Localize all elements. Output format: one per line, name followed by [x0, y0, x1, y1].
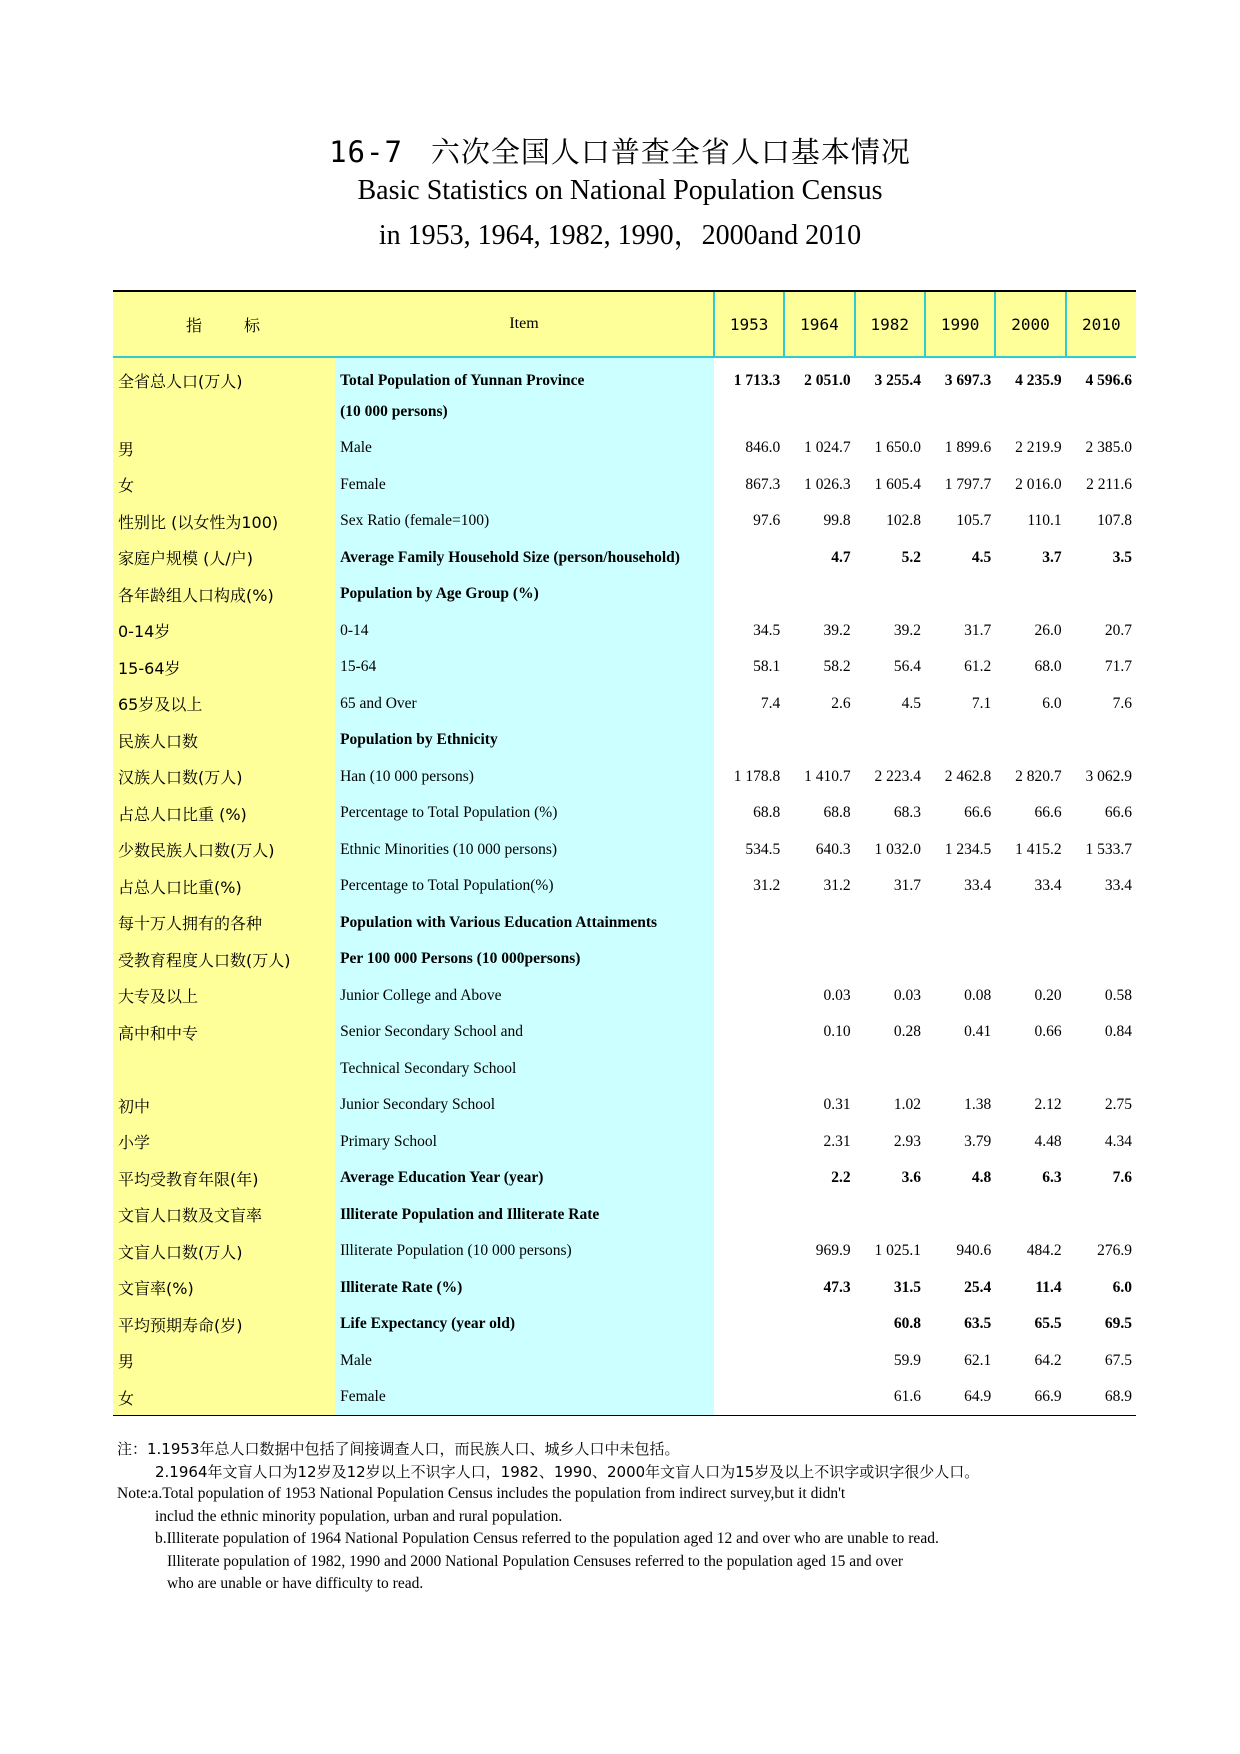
row-label-cn: 占总人口比重 (%) — [113, 795, 335, 832]
cell-value: 0.41 — [964, 1023, 992, 1041]
cell-value: 20.7 — [1104, 621, 1132, 639]
cell-value: 60.8 — [893, 1315, 921, 1333]
header-indicator-cn: 指 标 — [113, 291, 335, 357]
cell-value — [855, 941, 925, 978]
cell-value: 99.8 — [823, 512, 851, 530]
cell-value — [784, 905, 854, 942]
row-label-cn: 每十万人拥有的各种 — [113, 905, 335, 942]
cell-value — [1066, 722, 1136, 759]
header-year: 1982 — [855, 291, 925, 357]
cell-value — [1066, 1051, 1136, 1088]
cell-value: 1 410.7 — [804, 767, 851, 785]
table-row — [113, 576, 1136, 613]
cell-value — [995, 1197, 1065, 1234]
cell-value: 11.4 — [1035, 1278, 1062, 1296]
cell-value: 31.5 — [893, 1278, 921, 1296]
cell-value: 39.2 — [823, 621, 851, 639]
cell-value — [1066, 394, 1136, 431]
row-label-en: Junior College and Above — [335, 978, 714, 1015]
table-row — [113, 832, 1136, 869]
row-label-en: Female — [335, 467, 714, 504]
table-row — [113, 1343, 1136, 1380]
cell-value: 969.9 — [815, 1242, 851, 1260]
row-label-en: 65 and Over — [335, 686, 714, 723]
cell-value — [714, 1233, 784, 1270]
cell-value: 1 024.7 — [804, 439, 851, 457]
table-row — [113, 759, 1136, 796]
cell-value: 66.9 — [995, 1379, 1065, 1416]
row-label-en: Female — [335, 1379, 714, 1416]
row-label-cn: 男 — [113, 430, 335, 467]
cell-value: 867.3 — [745, 475, 781, 493]
cell-value: 31.2 — [753, 877, 781, 895]
table-row — [113, 357, 1136, 394]
table-row — [113, 394, 1136, 431]
cell-value — [714, 1087, 784, 1124]
cell-value: 0.08 — [964, 986, 992, 1004]
cell-value: 105.7 — [956, 512, 992, 530]
table-row — [113, 503, 1136, 540]
cell-value: 25.4 — [964, 1278, 992, 1296]
cell-value: 0.58 — [1104, 986, 1132, 1004]
cell-value: 4.7 — [831, 548, 851, 566]
table-row — [113, 941, 1136, 978]
cell-value — [784, 1379, 854, 1416]
cell-value — [714, 1270, 784, 1307]
row-label-cn: 性别比 (以女性为100) — [113, 503, 335, 540]
row-label-en: Percentage to Total Population(%) — [335, 868, 714, 905]
cell-value: 33.4 — [964, 877, 992, 895]
cell-value: 5.2 — [901, 548, 921, 566]
cell-value: 0.28 — [893, 1023, 921, 1041]
cell-value: 7.1 — [971, 694, 992, 712]
row-label-cn: 汉族人口数(万人) — [113, 759, 335, 796]
row-label-cn: 15-64岁 — [113, 649, 335, 686]
row-label-en: Total Population of Yunnan Province — [335, 357, 714, 394]
cell-value — [1066, 941, 1136, 978]
row-label-en: 0-14 — [335, 613, 714, 650]
cell-value: 3.79 — [964, 1132, 992, 1150]
note-cn-1: 注：1.1953年总人口数据中包括了间接调查人口，而民族人口、城乡人口中未包括。 — [117, 1440, 680, 1458]
cell-value — [714, 1379, 784, 1416]
page-title-cn — [0, 130, 1240, 171]
note-en-5: who are unable or have difficulty to read. — [167, 1575, 424, 1592]
cell-value: 63.5 — [964, 1315, 992, 1333]
row-label-cn: 受教育程度人口数(万人) — [113, 941, 335, 978]
cell-value: 3.7 — [1042, 548, 1062, 566]
row-label-cn: 高中和中专 — [113, 1014, 335, 1051]
cell-value: 107.8 — [1097, 512, 1132, 530]
cell-value — [784, 1306, 854, 1343]
row-label-en: Life Expectancy (year old) — [335, 1306, 714, 1343]
row-label-en: Senior Secondary School and — [335, 1014, 714, 1051]
cell-value: 1 178.8 — [733, 767, 781, 785]
row-label-en: Junior Secondary School — [335, 1087, 714, 1124]
cell-value: 2 462.8 — [944, 767, 992, 785]
row-label-en: Population by Age Group (%) — [335, 576, 714, 613]
table-row — [113, 613, 1136, 650]
row-label-en: Technical Secondary School — [335, 1051, 714, 1088]
cell-value: 2 820.7 — [1015, 767, 1062, 785]
row-label-en: (10 000 persons) — [335, 394, 714, 431]
cell-value: 61.6 — [855, 1379, 925, 1416]
cell-value: 4 596.6 — [1085, 371, 1132, 389]
cell-value: 64.2 — [1034, 1351, 1062, 1369]
table-header-row — [113, 291, 1136, 357]
cell-value — [855, 576, 925, 613]
table-row — [113, 1051, 1136, 1088]
row-label-en: Illiterate Population and Illiterate Rate — [335, 1197, 714, 1234]
row-label-en: Per 100 000 Persons (10 000persons) — [335, 941, 714, 978]
table-row — [113, 1124, 1136, 1161]
row-label-cn — [113, 394, 335, 431]
footnotes — [117, 1438, 1117, 1596]
header-year: 1964 — [784, 291, 854, 357]
cell-value: 2 211.6 — [1086, 475, 1132, 493]
table-row — [113, 540, 1136, 577]
cell-value — [855, 1051, 925, 1088]
cell-value: 6.0 — [1042, 694, 1062, 712]
row-label-cn: 女 — [113, 467, 335, 504]
cell-value: 1 650.0 — [874, 439, 921, 457]
cell-value: 59.9 — [893, 1351, 921, 1369]
row-label-cn: 少数民族人口数(万人) — [113, 832, 335, 869]
row-label-cn: 大专及以上 — [113, 978, 335, 1015]
cell-value: 1 234.5 — [944, 840, 992, 858]
cell-value — [995, 576, 1065, 613]
cell-value: 2.93 — [893, 1132, 921, 1150]
note-en-4: Illiterate population of 1982, 1990 and 2000 National Population Censuses referred to the population aged 15 and over — [167, 1552, 904, 1570]
cell-value: 110.1 — [1027, 512, 1062, 530]
table-number: 16-7 — [329, 135, 403, 169]
row-label-cn — [113, 1051, 335, 1088]
cell-value — [995, 1051, 1065, 1088]
cell-value — [995, 905, 1065, 942]
cell-value — [714, 394, 784, 431]
cell-value: 7.6 — [1112, 1169, 1132, 1187]
row-label-en: Han (10 000 persons) — [335, 759, 714, 796]
cell-value: 66.6 — [964, 804, 992, 822]
table-row — [113, 795, 1136, 832]
cell-value — [714, 905, 784, 942]
cell-value: 2.2 — [831, 1169, 851, 1187]
cell-value: 67.5 — [1104, 1351, 1132, 1369]
cell-value — [784, 394, 854, 431]
cell-value: 33.4 — [1034, 877, 1062, 895]
page-title-en-line2: in 1953, 1964, 1982, 1990，2000and 2010 — [378, 220, 862, 251]
cell-value: 1.02 — [893, 1096, 921, 1114]
cell-value: 34.5 — [753, 621, 781, 639]
cell-value: 1 026.3 — [804, 475, 851, 493]
cell-value — [925, 394, 995, 431]
table-row — [113, 1160, 1136, 1197]
row-label-cn: 文盲率(%) — [113, 1270, 335, 1307]
row-label-en: Average Education Year (year) — [335, 1160, 714, 1197]
cell-value: 68.3 — [893, 804, 921, 822]
cell-value: 0.84 — [1104, 1023, 1132, 1041]
cell-value — [714, 1343, 784, 1380]
page-title-en-line1: Basic Statistics on National Population Census — [357, 175, 883, 206]
row-label-en: Ethnic Minorities (10 000 persons) — [335, 832, 714, 869]
row-label-cn: 民族人口数 — [113, 722, 335, 759]
cell-value: 6.3 — [1042, 1169, 1062, 1187]
table-row — [113, 722, 1136, 759]
cell-value: 2 051.0 — [804, 371, 851, 389]
title-cn-text: 六次全国人口普查全省人口基本情况 — [430, 135, 911, 169]
cell-value — [784, 1343, 854, 1380]
note-en-2: includ the ethnic minority population, urban and rural population. — [155, 1507, 563, 1525]
cell-value — [1066, 576, 1136, 613]
row-label-en: Male — [335, 1343, 714, 1380]
cell-value: 2 219.9 — [1015, 439, 1062, 457]
cell-value — [925, 905, 995, 942]
cell-value: 846.0 — [745, 439, 781, 457]
cell-value — [784, 941, 854, 978]
cell-value: 4 235.9 — [1015, 371, 1062, 389]
cell-value: 0.31 — [823, 1096, 851, 1114]
row-label-cn: 女 — [113, 1379, 335, 1416]
cell-value: 3 062.9 — [1085, 767, 1132, 785]
cell-value: 56.4 — [893, 658, 921, 676]
row-label-cn: 平均预期寿命(岁) — [113, 1306, 335, 1343]
cell-value: 1.38 — [964, 1096, 992, 1114]
note-cn-2: 2.1964年文盲人口为12岁及12岁以上不识字人口，1982、1990、2000年文盲人口为15岁及以上不识字或识字很少人口。 — [155, 1462, 980, 1481]
row-label-cn: 全省总人口(万人) — [113, 357, 335, 394]
cell-value: 4.5 — [901, 694, 921, 712]
cell-value: 69.5 — [1104, 1315, 1132, 1333]
cell-value: 58.2 — [823, 658, 851, 676]
table-row — [113, 1233, 1136, 1270]
table-row — [113, 430, 1136, 467]
cell-value — [714, 576, 784, 613]
cell-value: 47.3 — [823, 1278, 851, 1296]
cell-value: 58.1 — [753, 658, 781, 676]
cell-value: 97.6 — [753, 512, 781, 530]
cell-value: 1 797.7 — [944, 475, 992, 493]
cell-value: 1 533.7 — [1085, 840, 1132, 858]
row-label-cn: 男 — [113, 1343, 335, 1380]
cell-value: 0.10 — [823, 1023, 851, 1041]
cell-value: 4.48 — [1034, 1132, 1062, 1150]
header-year: 1990 — [925, 291, 995, 357]
cell-value: 68.9 — [1066, 1379, 1136, 1416]
table-row — [113, 905, 1136, 942]
cell-value: 1 899.6 — [944, 439, 992, 457]
cell-value — [784, 722, 854, 759]
cell-value: 71.7 — [1104, 658, 1132, 676]
cell-value: 3 255.4 — [874, 371, 921, 389]
cell-value — [925, 722, 995, 759]
cell-value — [714, 540, 784, 577]
cell-value: 1 713.3 — [733, 371, 781, 389]
row-label-cn: 家庭户规模 (人/户) — [113, 540, 335, 577]
header-year: 1953 — [714, 291, 784, 357]
table-row — [113, 467, 1136, 504]
cell-value: 68.8 — [753, 804, 781, 822]
cell-value: 31.7 — [893, 877, 921, 895]
cell-value: 2.31 — [823, 1132, 851, 1150]
cell-value: 68.0 — [1034, 658, 1062, 676]
table-row — [113, 1014, 1136, 1051]
cell-value: 940.6 — [956, 1242, 992, 1260]
cell-value: 640.3 — [815, 840, 851, 858]
cell-value: 39.2 — [893, 621, 921, 639]
cell-value — [1066, 905, 1136, 942]
row-label-cn: 占总人口比重(%) — [113, 868, 335, 905]
cell-value: 102.8 — [886, 512, 921, 530]
cell-value: 276.9 — [1097, 1242, 1132, 1260]
row-label-cn: 初中 — [113, 1087, 335, 1124]
header-year: 2010 — [1066, 291, 1136, 357]
table-row — [113, 1306, 1136, 1343]
cell-value: 66.6 — [1034, 804, 1062, 822]
cell-value: 0.66 — [1034, 1023, 1062, 1041]
row-label-cn: 0-14岁 — [113, 613, 335, 650]
table-row — [113, 1270, 1136, 1307]
cell-value — [995, 941, 1065, 978]
cell-value: 1 025.1 — [874, 1242, 921, 1260]
row-label-cn: 小学 — [113, 1124, 335, 1161]
cell-value — [855, 394, 925, 431]
row-label-en: Primary School — [335, 1124, 714, 1161]
cell-value: 1 032.0 — [874, 840, 921, 858]
cell-value — [1066, 1197, 1136, 1234]
cell-value — [925, 576, 995, 613]
cell-value: 66.6 — [1104, 804, 1132, 822]
cell-value: 4.34 — [1104, 1132, 1132, 1150]
cell-value — [784, 1051, 854, 1088]
cell-value: 26.0 — [1034, 621, 1062, 639]
cell-value — [714, 1124, 784, 1161]
cell-value: 61.2 — [964, 658, 992, 676]
cell-value: 4.5 — [971, 548, 992, 566]
table-row — [113, 1087, 1136, 1124]
cell-value — [855, 905, 925, 942]
row-label-cn: 文盲人口数(万人) — [113, 1233, 335, 1270]
cell-value: 484.2 — [1026, 1242, 1062, 1260]
row-label-cn: 文盲人口数及文盲率 — [113, 1197, 335, 1234]
cell-value — [714, 1306, 784, 1343]
table-row — [113, 978, 1136, 1015]
cell-value: 62.1 — [964, 1351, 992, 1369]
table-row — [113, 1379, 1136, 1416]
row-label-en: Percentage to Total Population (%) — [335, 795, 714, 832]
cell-value: 0.20 — [1034, 986, 1062, 1004]
cell-value — [714, 1014, 784, 1051]
row-label-en: Average Family Household Size (person/household) — [335, 540, 714, 577]
row-label-en: Sex Ratio (female=100) — [335, 503, 714, 540]
cell-value: 6.0 — [1112, 1278, 1132, 1296]
row-label-en: Population with Various Education Attainments — [335, 905, 714, 942]
cell-value: 31.2 — [823, 877, 851, 895]
cell-value: 7.6 — [1112, 694, 1132, 712]
row-label-en: Population by Ethnicity — [335, 722, 714, 759]
cell-value: 2.12 — [1034, 1096, 1062, 1114]
row-label-cn: 平均受教育年限(年) — [113, 1160, 335, 1197]
cell-value: 2 385.0 — [1085, 439, 1132, 457]
table-row — [113, 686, 1136, 723]
cell-value: 7.4 — [760, 694, 781, 712]
cell-value: 0.03 — [823, 986, 851, 1004]
cell-value — [784, 1197, 854, 1234]
cell-value: 2.6 — [831, 694, 851, 712]
cell-value: 65.5 — [1034, 1315, 1062, 1333]
note-en-3: b.Illiterate population of 1964 National Population Census referred to the population aged 12 and over who are unable to read. — [155, 1530, 939, 1547]
cell-value: 2 223.4 — [874, 767, 921, 785]
cell-value: 68.8 — [823, 804, 851, 822]
cell-value: 2.75 — [1104, 1096, 1132, 1114]
row-label-en: Illiterate Population (10 000 persons) — [335, 1233, 714, 1270]
row-label-cn: 65岁及以上 — [113, 686, 335, 723]
cell-value: 3.6 — [901, 1169, 921, 1187]
header-year: 2000 — [995, 291, 1065, 357]
cell-value: 4.8 — [971, 1169, 992, 1187]
cell-value — [784, 576, 854, 613]
cell-value — [995, 722, 1065, 759]
cell-value: 0.03 — [893, 986, 921, 1004]
cell-value: 2 016.0 — [1015, 475, 1062, 493]
note-en-1: Note:a.Total population of 1953 National Population Census includes the population from indirect survey,but it didn't — [117, 1485, 846, 1502]
cell-value — [714, 978, 784, 1015]
cell-value — [855, 722, 925, 759]
census-table — [113, 290, 1136, 1416]
cell-value — [714, 722, 784, 759]
cell-value — [714, 941, 784, 978]
cell-value: 31.7 — [964, 621, 992, 639]
cell-value — [714, 1051, 784, 1088]
cell-value — [855, 1197, 925, 1234]
header-item: Item — [335, 291, 714, 357]
cell-value — [925, 1197, 995, 1234]
cell-value — [714, 1160, 784, 1197]
row-label-en: Male — [335, 430, 714, 467]
table-row — [113, 649, 1136, 686]
cell-value: 1 415.2 — [1015, 840, 1062, 858]
cell-value: 1 605.4 — [874, 475, 921, 493]
cell-value: 33.4 — [1104, 877, 1132, 895]
cell-value — [714, 1197, 784, 1234]
row-label-en: Illiterate Rate (%) — [335, 1270, 714, 1307]
cell-value: 534.5 — [745, 840, 781, 858]
cell-value — [995, 394, 1065, 431]
cell-value: 64.9 — [925, 1379, 995, 1416]
cell-value — [925, 1051, 995, 1088]
cell-value — [925, 941, 995, 978]
cell-value: 3.5 — [1112, 548, 1132, 566]
row-label-cn: 各年龄组人口构成(%) — [113, 576, 335, 613]
table-row — [113, 1197, 1136, 1234]
row-label-en: 15-64 — [335, 649, 714, 686]
table-row — [113, 868, 1136, 905]
cell-value: 3 697.3 — [944, 371, 992, 389]
